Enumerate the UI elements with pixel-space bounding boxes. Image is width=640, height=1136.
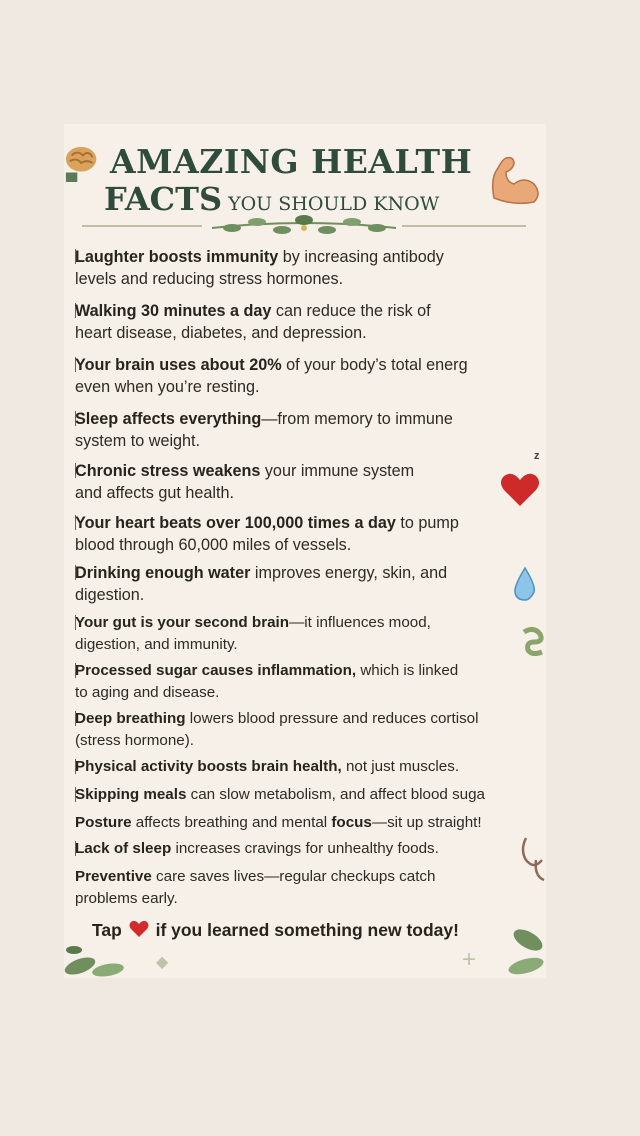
list-item: Posture affects breathing and mental focus—sit up straight! [75,814,482,831]
subtitle-facts: FACTS [104,180,223,218]
vine-divider [82,210,526,242]
stethoscope-icon [520,836,546,882]
call-to-action [92,920,532,941]
list-item: Skipping meals can slow metabolism, and affect blood suga [75,786,486,803]
cta-message: if you learned something new today! [155,920,459,940]
list-item: Laughter boosts immunity by increasing antibody levels and reducing stress hormones. [75,248,444,288]
subtitle-you-should-know: YOU SHOULD KNOW [228,193,440,215]
flexed-bicep-icon [484,148,544,208]
list-item: Your gut is your second brain—it influences mood, digestion, and immunity. [75,614,431,653]
list-item: Walking 30 minutes a day can reduce the risk of heart disease, diabetes, and depression. [75,302,431,342]
page-title: AMAZING HEALTH [110,142,473,181]
list-item: Processed sugar causes inflammation, which is linked to aging and disease. [75,662,459,701]
brain-icon [64,144,102,182]
list-item: Your heart beats over 100,000 times a day to pump blood through 60,000 miles of vessels. [75,514,459,554]
sleep-z-icon: z [534,450,540,462]
list-item: Chronic stress weakens your immune system and affects gut health. [75,462,415,502]
list-item: Lack of sleep increases cravings for unhealthy foods. [75,840,439,857]
list-item: Your brain uses about 20% of your body’s total energ even when you’re resting. [75,356,468,396]
health-facts-card [64,124,546,978]
diamond-icon: ◆ [156,954,169,971]
water-drop-icon [512,566,538,602]
sparkle-icon: + [462,946,477,973]
leaves-icon [502,920,546,978]
heart-icon [500,472,540,508]
leaves-icon [64,932,144,978]
list-item: Deep breathing lowers blood pressure and reduces cortisol (stress hormone). [75,710,479,749]
list-item: Sleep affects everything—from memory to immune system to weight. [75,410,453,450]
gut-icon [520,626,546,656]
list-item: Preventive care saves lives—regular checkups catch problems early. [75,868,436,907]
list-item: Physical activity boosts brain health, not just muscles. [75,758,460,775]
list-item: Drinking enough water improves energy, skin, and digestion. [75,564,448,604]
cta-tap-label: Tap [92,920,122,940]
